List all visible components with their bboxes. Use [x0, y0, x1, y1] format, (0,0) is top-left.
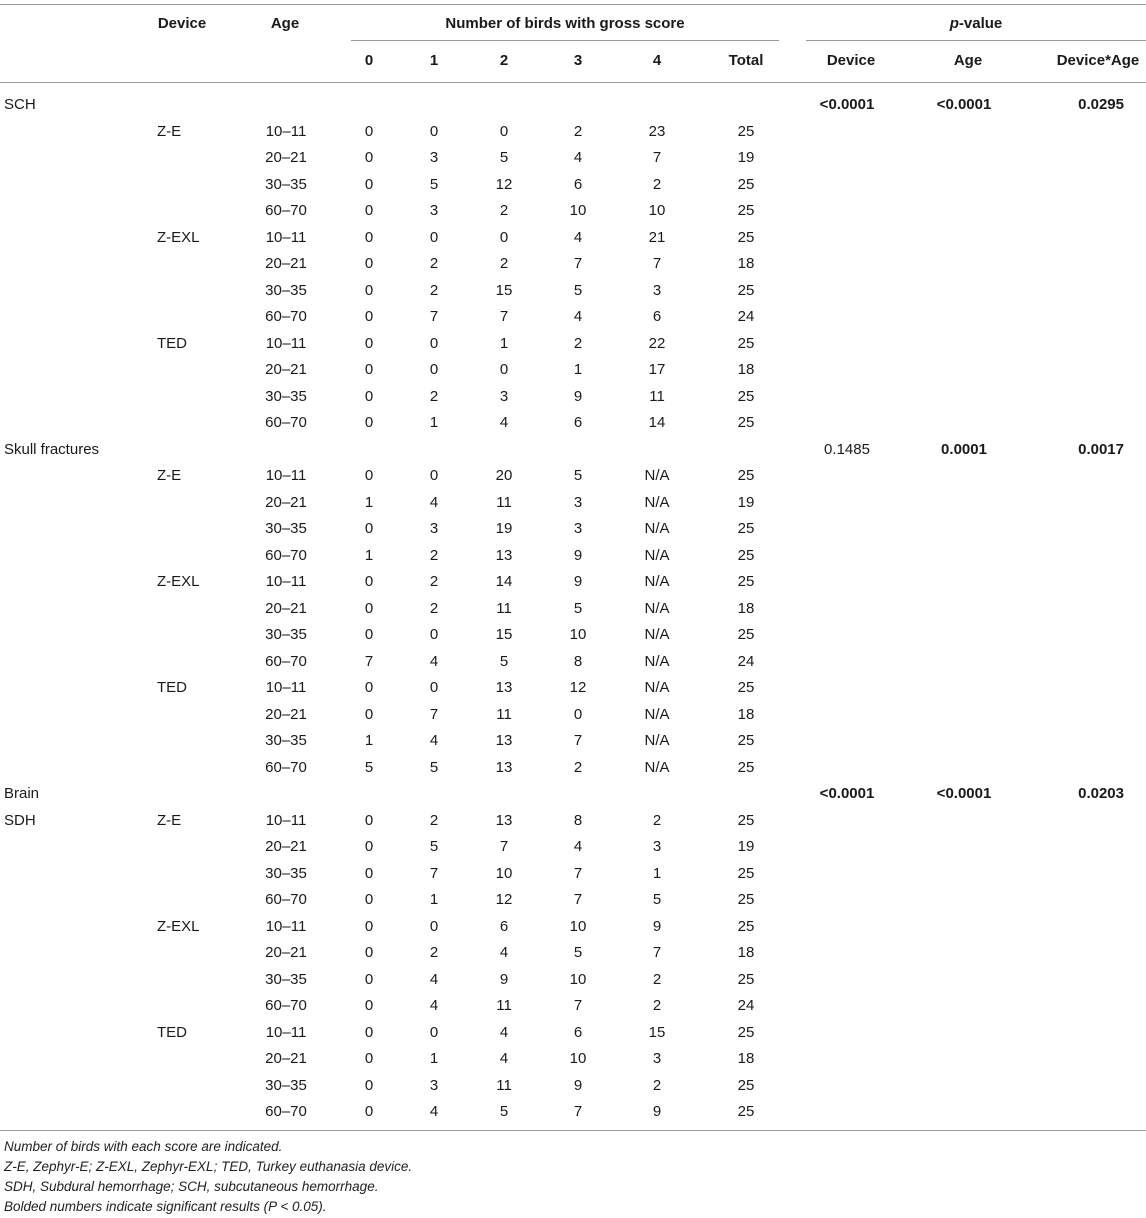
age-cell: 10–11: [265, 573, 307, 590]
score-cell: 0: [364, 175, 374, 193]
age-cell: 30–35: [265, 281, 307, 299]
score-cell: 0: [429, 1023, 439, 1041]
score-cell: 0: [364, 1103, 374, 1120]
score-cell: 0: [364, 361, 374, 378]
pvalue-age: 0.0001: [941, 440, 987, 458]
score-cell: 0: [573, 705, 583, 723]
score-cell: 5: [364, 758, 374, 776]
total-cell: 19: [737, 149, 755, 166]
score-cell: 11: [496, 997, 512, 1014]
score-cell: 8: [573, 811, 583, 829]
age-cell: 20–21: [265, 599, 307, 617]
total-cell: 25: [737, 520, 755, 537]
total-cell: 25: [737, 546, 755, 564]
total-cell: 25: [737, 175, 755, 193]
score-cell: 4: [429, 652, 439, 670]
pvalue-group-rule: [806, 40, 1146, 41]
age-cell: 30–35: [265, 864, 307, 882]
score-cell: 0: [429, 679, 439, 696]
score-cell: 2: [429, 599, 439, 617]
total-cell: 25: [737, 732, 755, 749]
total-cell: 25: [737, 1023, 755, 1041]
age-cell: 20–21: [265, 705, 307, 723]
total-cell: 18: [737, 361, 755, 378]
score-cell: 4: [429, 997, 439, 1014]
score-group-header: Number of birds with gross score: [445, 15, 685, 32]
age-cell: 10–11: [265, 811, 307, 829]
score-cell: 4: [499, 1050, 509, 1067]
total-cell: 25: [737, 228, 755, 246]
score-cell: 0: [364, 202, 374, 219]
total-cell: 25: [737, 122, 755, 140]
age-cell: 20–21: [265, 149, 307, 166]
score-cell: 21: [648, 228, 666, 246]
score-cell: 0: [364, 228, 374, 246]
score-cell: 1: [364, 546, 374, 564]
total-cell: 25: [737, 679, 755, 696]
score-cell: N/A: [644, 493, 670, 511]
pvalue-age: <0.0001: [936, 785, 992, 802]
total-cell: 25: [737, 758, 755, 776]
total-cell: 18: [737, 599, 755, 617]
score-1-header: 1: [429, 52, 439, 69]
pvalue-group-header: p-value: [949, 15, 1003, 32]
score-cell: 4: [573, 838, 583, 855]
total-cell: 25: [737, 970, 755, 988]
age-cell: 20–21: [265, 1050, 307, 1067]
section-label: Skull fractures: [4, 440, 100, 458]
footnote-3: SDH, Subdural hemorrhage; SCH, subcutaneous hemorrhage.: [4, 1179, 379, 1194]
score-cell: 0: [364, 864, 374, 882]
score-cell: 10: [648, 202, 666, 219]
score-cell: 3: [429, 520, 439, 537]
score-cell: 0: [364, 255, 374, 272]
score-2-header: 2: [499, 52, 509, 69]
age-cell: 20–21: [265, 493, 307, 511]
score-cell: 8: [573, 652, 583, 670]
age-cell: 10–11: [265, 467, 307, 484]
score-cell: 0: [364, 599, 374, 617]
score-cell: N/A: [644, 546, 670, 564]
total-cell: 18: [737, 255, 755, 272]
score-cell: 5: [429, 758, 439, 776]
device-label: TED: [157, 679, 187, 696]
score-cell: N/A: [644, 758, 670, 776]
age-cell: 10–11: [265, 679, 307, 696]
score-cell: 1: [429, 1050, 439, 1067]
total-cell: 25: [737, 202, 755, 219]
score-cell: 9: [573, 387, 583, 405]
score-cell: 4: [429, 1103, 439, 1120]
score-cell: 15: [495, 626, 513, 643]
age-cell: 60–70: [265, 1103, 307, 1120]
score-cell: 1: [429, 414, 439, 431]
score-cell: 0: [364, 944, 374, 961]
age-cell: 10–11: [265, 228, 307, 246]
age-cell: 60–70: [265, 891, 307, 908]
score-cell: 3: [652, 838, 662, 855]
score-cell: 0: [364, 1050, 374, 1067]
score-3-header: 3: [573, 52, 583, 69]
score-cell: 7: [573, 732, 583, 749]
device-label: TED: [157, 1023, 187, 1041]
score-cell: 4: [499, 944, 509, 961]
bottom-rule: [0, 1130, 1146, 1131]
score-cell: 0: [364, 387, 374, 405]
section-sublabel: SDH: [4, 811, 36, 829]
total-cell: 19: [737, 838, 755, 855]
score-cell: 5: [573, 944, 583, 961]
score-cell: 0: [364, 679, 374, 696]
score-cell: 12: [569, 679, 587, 696]
age-cell: 60–70: [265, 652, 307, 670]
score-cell: 5: [573, 467, 583, 484]
score-cell: 19: [495, 520, 513, 537]
pvalue-device-age-header: Device*Age: [1056, 52, 1140, 69]
total-cell: 25: [737, 626, 755, 643]
score-cell: 11: [496, 493, 512, 511]
score-cell: 4: [499, 414, 509, 431]
pvalue-device: 0.1485: [824, 440, 870, 458]
score-cell: N/A: [644, 652, 670, 670]
score-cell: 5: [429, 175, 439, 193]
total-cell: 25: [737, 864, 755, 882]
age-cell: 60–70: [265, 414, 307, 431]
score-cell: 0: [364, 149, 374, 166]
score-cell: 0: [364, 1023, 374, 1041]
score-cell: 1: [652, 864, 662, 882]
total-header: Total: [728, 52, 764, 69]
score-cell: 0: [364, 838, 374, 855]
score-cell: N/A: [644, 467, 670, 484]
score-cell: 4: [429, 970, 439, 988]
age-cell: 60–70: [265, 758, 307, 776]
score-cell: 7: [573, 1103, 583, 1120]
score-cell: 9: [573, 573, 583, 590]
score-cell: 7: [499, 308, 509, 325]
section-label: SCH: [4, 96, 36, 113]
score-cell: 12: [495, 175, 513, 193]
score-cell: 5: [429, 838, 439, 855]
score-cell: 7: [652, 149, 662, 166]
total-cell: 25: [737, 1076, 755, 1094]
score-cell: 0: [429, 917, 439, 935]
score-cell: 7: [429, 705, 439, 723]
score-cell: 0: [364, 626, 374, 643]
score-cell: 0: [364, 467, 374, 484]
score-cell: 12: [495, 891, 513, 908]
score-cell: 2: [652, 175, 662, 193]
score-cell: 14: [495, 573, 513, 590]
device-label: Z-EXL: [157, 573, 200, 590]
score-cell: 22: [648, 334, 666, 352]
footnote-4: Bolded numbers indicate significant results (P < 0.05).: [4, 1199, 327, 1214]
score-cell: 9: [499, 970, 509, 988]
age-cell: 10–11: [265, 917, 307, 935]
score-cell: 6: [573, 414, 583, 431]
score-cell: 1: [429, 891, 439, 908]
device-label: Z-EXL: [157, 228, 200, 246]
score-cell: 0: [364, 705, 374, 723]
score-cell: 6: [652, 308, 662, 325]
score-cell: 4: [573, 149, 583, 166]
age-cell: 30–35: [265, 520, 307, 537]
total-cell: 19: [737, 493, 755, 511]
pvalue-device-age: 0.0017: [1078, 440, 1124, 458]
score-cell: N/A: [644, 705, 670, 723]
score-cell: 11: [496, 599, 512, 617]
device-label: Z-E: [157, 122, 182, 140]
score-cell: 11: [649, 387, 665, 405]
pvalue-device-age: 0.0295: [1078, 96, 1124, 113]
device-label: Z-E: [157, 811, 182, 829]
score-cell: 7: [573, 997, 583, 1014]
score-cell: 0: [364, 281, 374, 299]
age-cell: 30–35: [265, 626, 307, 643]
score-cell: 2: [652, 811, 662, 829]
age-cell: 20–21: [265, 944, 307, 961]
score-cell: 7: [429, 864, 439, 882]
score-cell: 10: [495, 864, 513, 882]
top-rule: [0, 4, 1146, 5]
score-cell: 3: [429, 1076, 439, 1094]
age-cell: 60–70: [265, 308, 307, 325]
score-cell: 0: [364, 970, 374, 988]
score-cell: 9: [573, 1076, 583, 1094]
score-cell: 0: [364, 334, 374, 352]
score-cell: N/A: [644, 573, 670, 590]
score-cell: 1: [364, 732, 374, 749]
score-cell: 0: [364, 308, 374, 325]
score-cell: 23: [648, 122, 666, 140]
total-cell: 24: [737, 308, 755, 325]
age-cell: 30–35: [265, 970, 307, 988]
score-cell: 0: [429, 467, 439, 484]
score-cell: 9: [652, 1103, 662, 1120]
score-cell: 13: [495, 732, 513, 749]
score-cell: 7: [499, 838, 509, 855]
total-cell: 25: [737, 891, 755, 908]
score-cell: 2: [652, 1076, 662, 1094]
score-cell: 0: [364, 520, 374, 537]
age-cell: 60–70: [265, 202, 307, 219]
score-cell: 5: [652, 891, 662, 908]
score-cell: 6: [499, 917, 509, 935]
score-cell: 5: [573, 281, 583, 299]
score-cell: 2: [652, 997, 662, 1014]
score-cell: 10: [569, 917, 587, 935]
score-cell: 3: [573, 520, 583, 537]
pvalue-device-age: 0.0203: [1078, 785, 1124, 802]
score-cell: N/A: [644, 732, 670, 749]
age-cell: 60–70: [265, 546, 307, 564]
score-cell: 3: [652, 281, 662, 299]
score-cell: 7: [573, 864, 583, 882]
score-cell: 3: [652, 1050, 662, 1067]
score-cell: 7: [573, 891, 583, 908]
score-cell: 2: [429, 811, 439, 829]
score-cell: 4: [429, 732, 439, 749]
score-cell: 0: [499, 122, 509, 140]
score-cell: 10: [569, 202, 587, 219]
section-label: Brain: [4, 785, 40, 802]
score-cell: 14: [648, 414, 666, 431]
age-column-header: Age: [270, 15, 300, 32]
age-cell: 60–70: [265, 997, 307, 1014]
score-cell: 15: [495, 281, 513, 299]
age-cell: 30–35: [265, 732, 307, 749]
score-cell: 13: [495, 546, 513, 564]
score-cell: 0: [429, 334, 439, 352]
age-cell: 20–21: [265, 361, 307, 378]
score-cell: 9: [573, 546, 583, 564]
header-bottom-rule: [0, 82, 1146, 83]
score-cell: 5: [499, 652, 509, 670]
score-cell: 0: [499, 361, 509, 378]
total-cell: 24: [737, 652, 755, 670]
score-cell: 13: [495, 758, 513, 776]
score-cell: 2: [573, 758, 583, 776]
score-cell: 15: [648, 1023, 666, 1041]
score-cell: 11: [496, 705, 512, 723]
score-cell: 7: [652, 944, 662, 961]
score-cell: 0: [364, 891, 374, 908]
score-cell: 2: [499, 255, 509, 272]
score-cell: 5: [573, 599, 583, 617]
score-cell: 2: [429, 546, 439, 564]
score-cell: 5: [499, 1103, 509, 1120]
score-cell: 0: [364, 573, 374, 590]
score-cell: 1: [499, 334, 509, 352]
score-cell: 2: [429, 387, 439, 405]
pvalue-device-header: Device: [826, 52, 876, 69]
score-cell: 10: [569, 1050, 587, 1067]
score-0-header: 0: [364, 52, 374, 69]
total-cell: 25: [737, 414, 755, 431]
score-cell: 0: [429, 626, 439, 643]
total-cell: 25: [737, 811, 755, 829]
score-cell: 2: [429, 944, 439, 961]
age-cell: 10–11: [265, 1023, 307, 1041]
total-cell: 24: [737, 997, 755, 1014]
score-cell: 1: [573, 361, 583, 378]
total-cell: 25: [737, 281, 755, 299]
pvalue-device: <0.0001: [819, 96, 875, 113]
score-cell: 3: [573, 493, 583, 511]
score-cell: 0: [499, 228, 509, 246]
age-cell: 20–21: [265, 838, 307, 855]
age-cell: 10–11: [265, 122, 307, 140]
score-cell: 0: [364, 811, 374, 829]
age-cell: 30–35: [265, 175, 307, 193]
score-cell: 17: [648, 361, 666, 378]
score-cell: 6: [573, 175, 583, 193]
total-cell: 25: [737, 573, 755, 590]
total-cell: 25: [737, 1103, 755, 1120]
total-cell: 18: [737, 1050, 755, 1067]
score-cell: 6: [573, 1023, 583, 1041]
score-cell: N/A: [644, 599, 670, 617]
score-cell: 2: [499, 202, 509, 219]
score-cell: 3: [429, 149, 439, 166]
score-cell: 2: [573, 334, 583, 352]
score-cell: N/A: [644, 679, 670, 696]
total-cell: 18: [737, 944, 755, 961]
score-cell: 0: [429, 361, 439, 378]
score-cell: 0: [364, 1076, 374, 1094]
total-cell: 25: [737, 334, 755, 352]
score-cell: 4: [499, 1023, 509, 1041]
score-cell: 4: [573, 228, 583, 246]
score-cell: 3: [499, 387, 509, 405]
age-cell: 20–21: [265, 255, 307, 272]
device-label: Z-E: [157, 467, 182, 484]
score-cell: 7: [429, 308, 439, 325]
device-column-header: Device: [157, 15, 207, 32]
total-cell: 25: [737, 387, 755, 405]
score-cell: 9: [652, 917, 662, 935]
score-cell: 0: [364, 414, 374, 431]
score-cell: 4: [573, 308, 583, 325]
score-cell: 13: [495, 679, 513, 696]
score-cell: 20: [495, 467, 513, 484]
score-cell: 0: [364, 917, 374, 935]
device-label: TED: [157, 334, 187, 352]
score-4-header: 4: [652, 52, 662, 69]
score-cell: 7: [573, 255, 583, 272]
score-cell: 2: [429, 281, 439, 299]
device-label: Z-EXL: [157, 917, 200, 935]
age-cell: 10–11: [265, 334, 307, 352]
score-cell: 2: [652, 970, 662, 988]
score-cell: 13: [495, 811, 513, 829]
score-cell: 0: [364, 997, 374, 1014]
score-group-rule: [351, 40, 779, 41]
footnote-2: Z-E, Zephyr-E; Z-EXL, Zephyr-EXL; TED, Turkey euthanasia device.: [4, 1159, 413, 1174]
score-cell: 7: [652, 255, 662, 272]
score-cell: 2: [429, 573, 439, 590]
total-cell: 25: [737, 917, 755, 935]
pvalue-device: <0.0001: [819, 785, 875, 802]
score-cell: 1: [364, 493, 374, 511]
score-cell: 4: [429, 493, 439, 511]
total-cell: 18: [737, 705, 755, 723]
pvalue-age: <0.0001: [936, 96, 992, 113]
score-cell: 0: [364, 122, 374, 140]
pvalue-age-header: Age: [953, 52, 983, 69]
score-cell: N/A: [644, 520, 670, 537]
score-cell: N/A: [644, 626, 670, 643]
score-cell: 0: [429, 122, 439, 140]
score-cell: 5: [499, 149, 509, 166]
score-cell: 10: [569, 626, 587, 643]
footnote-1: Number of birds with each score are indicated.: [4, 1139, 283, 1154]
score-cell: 2: [429, 255, 439, 272]
score-cell: 11: [496, 1076, 512, 1094]
age-cell: 30–35: [265, 1076, 307, 1094]
score-cell: 0: [429, 228, 439, 246]
age-cell: 30–35: [265, 387, 307, 405]
score-cell: 7: [364, 652, 374, 670]
score-cell: 3: [429, 202, 439, 219]
score-cell: 10: [569, 970, 587, 988]
total-cell: 25: [737, 467, 755, 484]
score-cell: 2: [573, 122, 583, 140]
